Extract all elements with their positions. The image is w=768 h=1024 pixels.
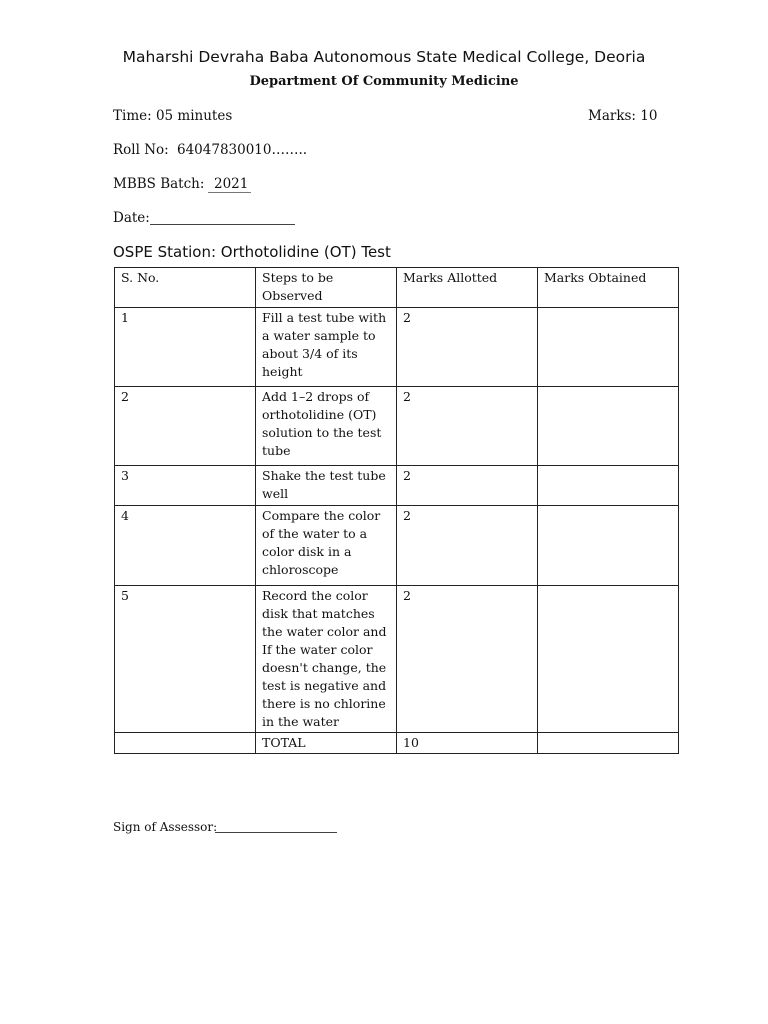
total-label: TOTAL	[256, 733, 397, 754]
header-sno: S. No.	[115, 268, 256, 308]
row-obtained	[538, 506, 679, 586]
table-row	[115, 466, 679, 506]
ospe-table	[114, 267, 679, 754]
table-row	[115, 586, 679, 733]
row-step: Fill a test tube with a water sample to about 3/4 of its height	[256, 308, 397, 387]
station-title: OSPE Station: Orthotolidine (OT) Test	[113, 243, 391, 261]
row-allotted: 2	[397, 308, 538, 387]
header-steps: Steps to be Observed	[256, 268, 397, 308]
table-row	[115, 308, 679, 387]
table-header-row	[115, 268, 679, 308]
row-allotted: 2	[397, 387, 538, 466]
total-sno	[115, 733, 256, 754]
row-step: Add 1–2 drops of orthotolidine (OT) solution to the test tube	[256, 387, 397, 466]
row-allotted: 2	[397, 466, 538, 506]
college-name: Maharshi Devraha Baba Autonomous State Medical College, Deoria	[122, 48, 646, 66]
date-label: Date:	[113, 210, 150, 226]
row-step: Record the color disk that matches the water color and If the water color doesn't change, the test is negative and there is no chlorine in the water	[256, 586, 397, 733]
row-sno: 3	[115, 466, 256, 506]
row-obtained	[538, 586, 679, 733]
row-allotted: 2	[397, 506, 538, 586]
total-allotted: 10	[397, 733, 538, 754]
total-obtained	[538, 733, 679, 754]
table-total-row	[115, 733, 679, 754]
row-step: Shake the test tube well	[256, 466, 397, 506]
header-marks-obtained: Marks Obtained	[538, 268, 679, 308]
row-sno: 5	[115, 586, 256, 733]
row-sno: 1	[115, 308, 256, 387]
table-row	[115, 387, 679, 466]
row-obtained	[538, 308, 679, 387]
marks-label: Marks: 10	[588, 108, 658, 124]
row-obtained	[538, 466, 679, 506]
row-obtained	[538, 387, 679, 466]
table-row	[115, 506, 679, 586]
batch-label: MBBS Batch:	[113, 176, 205, 192]
department-name: Department Of Community Medicine	[249, 74, 519, 89]
roll-value: 64047830010……..	[177, 142, 308, 158]
header-marks-allotted: Marks Allotted	[397, 268, 538, 308]
sign-blank-line	[215, 832, 337, 833]
row-sno: 4	[115, 506, 256, 586]
roll-label: Roll No:	[113, 142, 169, 158]
row-step: Compare the color of the water to a color disk in a chloroscope	[256, 506, 397, 586]
row-allotted: 2	[397, 586, 538, 733]
batch-value: 2021	[208, 176, 251, 193]
date-blank-line	[150, 224, 295, 225]
row-sno: 2	[115, 387, 256, 466]
time-label: Time: 05 minutes	[113, 108, 233, 124]
sign-label: Sign of Assessor:	[113, 820, 218, 834]
